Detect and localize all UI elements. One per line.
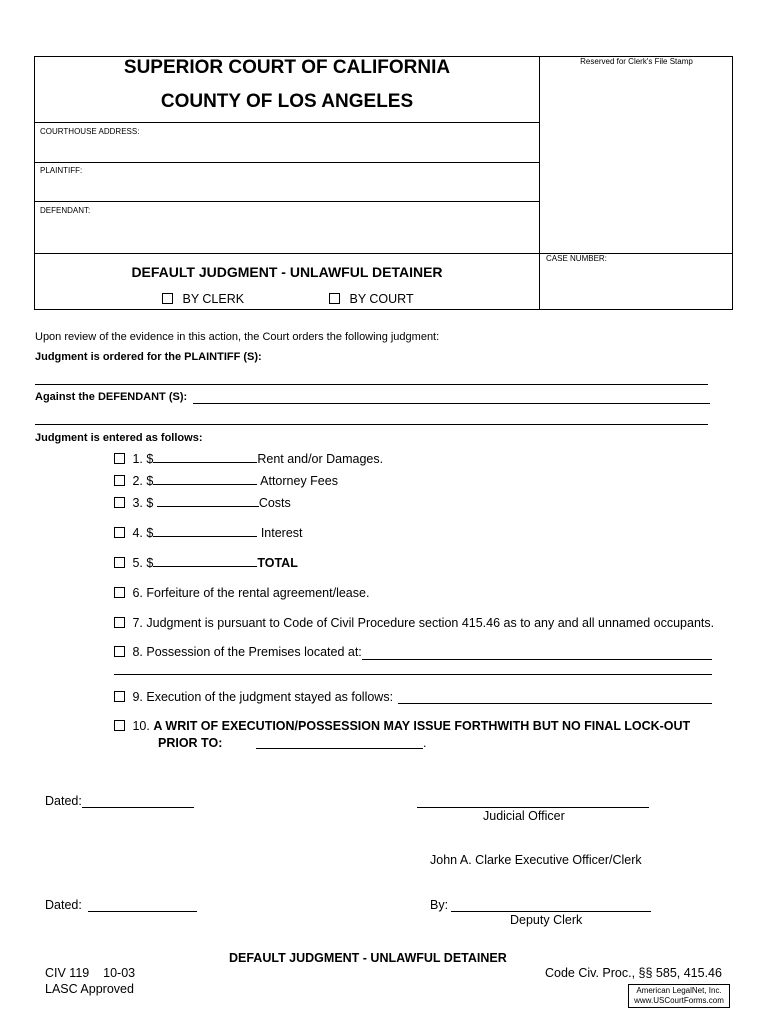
footer-title: DEFAULT JUDGMENT - UNLAWFUL DETAINER: [229, 951, 507, 965]
item-5-text: TOTAL: [257, 556, 298, 570]
item-4-number: 4. $: [132, 526, 154, 540]
item-1-checkbox[interactable]: [114, 453, 125, 464]
item-10-prior-label: PRIOR TO:: [158, 736, 223, 750]
lockout-date-line[interactable]: [256, 748, 423, 749]
item-6-checkbox[interactable]: [114, 587, 125, 598]
premises-address-line-2[interactable]: [114, 674, 712, 675]
by-court-checkbox[interactable]: [329, 293, 340, 304]
item-7: [114, 616, 714, 630]
caption-line-defendant: [34, 201, 540, 202]
legalnet-line-2: www.USCourtForms.com: [634, 996, 724, 1005]
item-4-text: Interest: [260, 526, 303, 540]
court-name: SUPERIOR COURT OF CALIFORNIA: [123, 57, 451, 78]
item-5-amount[interactable]: [153, 566, 257, 567]
item-5: [114, 556, 298, 570]
case-number-field[interactable]: [542, 265, 730, 307]
item-4-checkbox[interactable]: [114, 527, 125, 538]
dated-line-2[interactable]: [88, 911, 197, 912]
by-clerk-option[interactable]: [162, 292, 244, 306]
item-10: [114, 719, 690, 733]
legalnet-line-1: American LegalNet, Inc.: [636, 986, 722, 995]
case-number-label: CASE NUMBER:: [546, 254, 607, 263]
form-code: CIV 119 10-03: [45, 966, 136, 980]
item-10-period: .: [423, 736, 427, 750]
item-10-number: 10.: [132, 719, 150, 733]
item-9: [114, 690, 393, 704]
item-1: [114, 452, 383, 466]
item-1-number: 1. $: [132, 452, 154, 466]
item-5-checkbox[interactable]: [114, 557, 125, 568]
defendant-label: DEFENDANT:: [40, 206, 91, 215]
deputy-signature-line[interactable]: [451, 911, 651, 912]
item-7-checkbox[interactable]: [114, 617, 125, 628]
item-4-amount[interactable]: [153, 536, 257, 537]
item-3-checkbox[interactable]: [114, 497, 125, 508]
item-2-number: 2. $: [132, 474, 154, 488]
item-9-checkbox[interactable]: [114, 691, 125, 702]
plaintiff-name-line[interactable]: [35, 384, 708, 385]
defendant-field[interactable]: [36, 217, 536, 251]
item-3-text: Costs: [258, 496, 291, 510]
caption-line-title: [34, 253, 733, 254]
item-10-text: A WRIT OF EXECUTION/POSSESSION MAY ISSUE FORTHWITH BUT NO FINAL LOCK-OUT: [153, 719, 691, 733]
item-3: [114, 496, 291, 510]
item-8: [114, 645, 362, 659]
against-defendant-label: Against the DEFENDANT (S):: [35, 391, 188, 403]
form-title: DEFAULT JUDGMENT - UNLAWFUL DETAINER: [131, 264, 443, 280]
plaintiff-label: PLAINTIFF:: [40, 166, 83, 175]
item-2-checkbox[interactable]: [114, 475, 125, 486]
plaintiff-ordered-label: Judgment is ordered for the PLAINTIFF (S):: [35, 351, 262, 363]
item-3-number: 3. $: [132, 496, 154, 510]
item-1-amount[interactable]: [153, 462, 257, 463]
stay-terms-line[interactable]: [398, 703, 712, 704]
dated-line-1[interactable]: [82, 807, 194, 808]
item-5-number: 5. $: [132, 556, 154, 570]
county-name: COUNTY OF LOS ANGELES: [160, 91, 414, 112]
item-8-checkbox[interactable]: [114, 646, 125, 657]
by-court-label: BY COURT: [349, 292, 414, 306]
by-court-option[interactable]: [329, 292, 414, 306]
item-9-text: 9. Execution of the judgment stayed as follows:: [132, 690, 394, 704]
deputy-clerk-label: Deputy Clerk: [510, 913, 583, 927]
item-7-text: 7. Judgment is pursuant to Code of Civil Procedure section 415.46 as to any and all unnamed occupants.: [132, 616, 715, 630]
item-6: [114, 586, 369, 600]
courthouse-address-label: COURTHOUSE ADDRESS:: [40, 127, 140, 136]
item-2-text: Attorney Fees: [260, 474, 338, 488]
caption-line-plaintiff: [34, 162, 540, 163]
judicial-officer-label: Judicial Officer: [483, 809, 565, 823]
item-4: [114, 526, 303, 540]
item-6-text: 6. Forfeiture of the rental agreement/lease.: [132, 586, 370, 600]
code-reference: Code Civ. Proc., §§ 585, 415.46: [545, 966, 722, 980]
intro-text: Upon review of the evidence in this action, the Court orders the following judgment:: [35, 331, 440, 343]
item-3-amount[interactable]: [157, 506, 259, 507]
item-2: [114, 474, 338, 488]
plaintiff-field[interactable]: [36, 177, 536, 199]
defendant-name-line[interactable]: [193, 403, 710, 404]
clerk-stamp-label: Reserved for Clerk's File Stamp: [580, 57, 693, 66]
item-2-amount[interactable]: [153, 484, 257, 485]
defendant-name-line-2[interactable]: [35, 424, 708, 425]
by-label: By:: [430, 898, 449, 912]
courthouse-address-field[interactable]: [36, 138, 536, 160]
premises-address-line[interactable]: [362, 659, 712, 660]
item-8-text: 8. Possession of the Premises located at:: [132, 645, 362, 659]
lasc-approved: LASC Approved: [45, 982, 134, 996]
dated-label-1: Dated:: [45, 794, 82, 808]
item-1-text: Rent and/or Damages.: [257, 452, 384, 466]
dated-label-2: Dated:: [45, 898, 82, 912]
caption-line-address: [34, 122, 540, 123]
item-10-prior: [158, 736, 222, 750]
by-clerk-checkbox[interactable]: [162, 293, 173, 304]
by-clerk-label: BY CLERK: [182, 292, 245, 306]
executive-officer-label: John A. Clarke Executive Officer/Clerk: [430, 853, 642, 867]
entered-as-follows-label: Judgment is entered as follows:: [35, 432, 203, 444]
judicial-officer-signature-line[interactable]: [417, 807, 649, 808]
item-10-checkbox[interactable]: [114, 720, 125, 731]
